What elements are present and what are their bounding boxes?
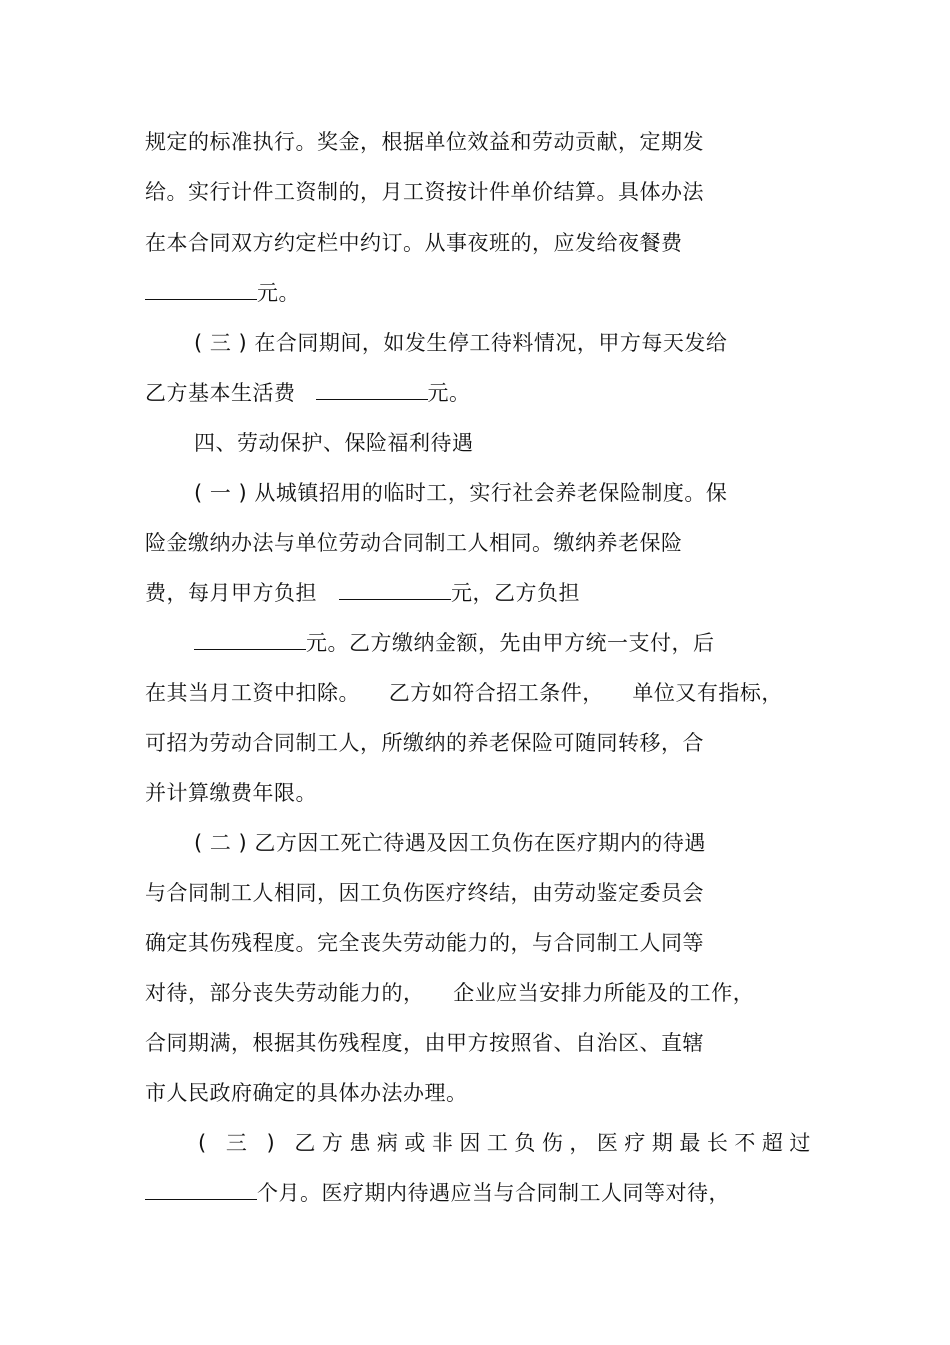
line-prefix: 乙方基本生活费 (145, 381, 296, 405)
line-suffix: 个月。医疗期内待遇应当与合同制工人同等对待， (257, 1181, 730, 1205)
paragraph-start-line: ( 二 ) 乙方因工死亡待遇及因工负伤在医疗期内的待遇 (194, 831, 706, 855)
line-suffix: 元。 (427, 381, 471, 405)
paragraph-start-line: ( 三 ) 乙方患病或非因工负伤，医疗期最长不超过 (198, 1131, 817, 1155)
paragraph-start-line: ( 三 ) 在合同期间，如发生停工待料情况，甲方每天发给 (194, 331, 728, 355)
text-line: 并计算缴费年限。 (145, 781, 317, 805)
section-heading: 四、劳动保护、保险福利待遇 (194, 431, 474, 455)
text-line: 给。实行计件工资制的，月工资按计件单价结算。具体办法 (145, 180, 704, 204)
text-line: 可招为劳动合同制工人，所缴纳的养老保险可随同转移，合 (145, 731, 704, 755)
text-line: 险金缴纳办法与单位劳动合同制工人相同。缴纳养老保险 (145, 531, 683, 555)
fill-in-line (145, 379, 471, 407)
text-line: 规定的标准执行。奖金，根据单位效益和劳动贡献，定期发 (145, 130, 704, 154)
text-line: 与合同制工人相同，因工负伤医疗终结，由劳动鉴定委员会 (145, 881, 704, 905)
blank-field[interactable] (316, 379, 428, 400)
text-line: 在本合同双方约定栏中约订。从事夜班的，应发给夜餐费 (145, 231, 683, 255)
blank-field[interactable] (145, 279, 257, 300)
line-suffix: 元，乙方负担 (451, 581, 580, 605)
fill-in-line (145, 579, 580, 607)
text-line: 对待，部分丧失劳动能力的， 企业应当安排力所能及的工作， (145, 981, 755, 1005)
text-line: 确定其伤残程度。完全丧失劳动能力的，与合同制工人同等 (145, 931, 704, 955)
line-suffix: 元。乙方缴纳金额，先由甲方统一支付，后 (306, 631, 715, 655)
line-prefix: 费，每月甲方负担 (145, 581, 317, 605)
fill-in-line (145, 279, 300, 307)
text-line: 市人民政府确定的具体办法办理。 (145, 1081, 468, 1105)
text-line: 合同期满，根据其伤残程度，由甲方按照省、自治区、直辖 (145, 1031, 704, 1055)
fill-in-line (145, 1179, 730, 1207)
line-suffix: 元。 (257, 281, 300, 305)
text-line: 在其当月工资中扣除。 乙方如符合招工条件， 单位又有指标， (145, 681, 783, 705)
blank-field[interactable] (194, 629, 306, 650)
blank-field[interactable] (339, 579, 451, 600)
blank-field[interactable] (145, 1179, 257, 1200)
fill-in-line (194, 629, 715, 657)
paragraph-start-line: ( 一 ) 从城镇招用的临时工，实行社会养老保险制度。保 (194, 481, 728, 505)
